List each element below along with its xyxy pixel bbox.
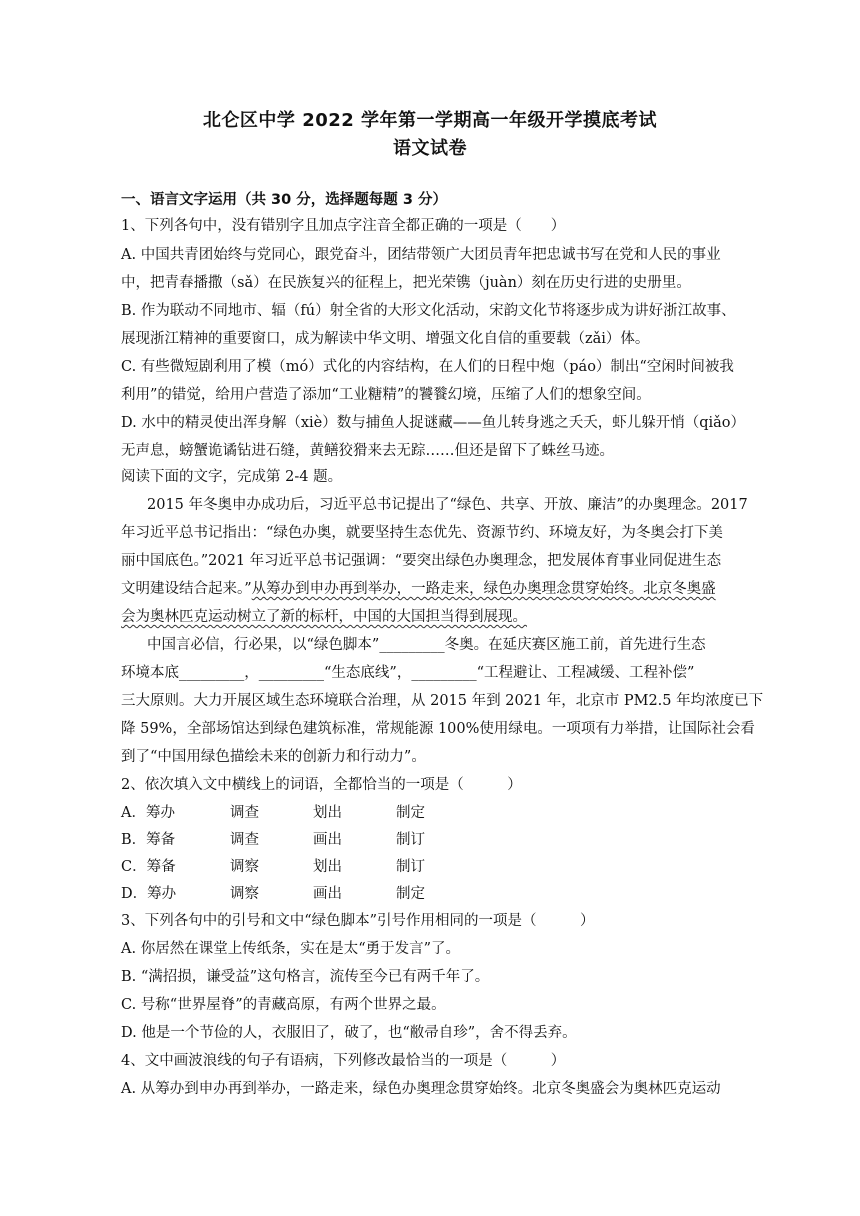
q1-option-d-line2: 无声息，螃蟹诡谲钻进石缝，黄鳝狡猾来去无踪……但还是留下了蛛丝马迹。 <box>121 443 614 459</box>
option-word: 划出 <box>313 805 342 821</box>
q1-option-c-line1: C. 有些微短剧利用了模（mó）式化的内容结构，在人们的日程中炮（páo）制出“空闲时间被我 <box>121 359 734 375</box>
option-word: 调察 <box>230 886 259 902</box>
q1-stem: 1、下列各句中，没有错别字且加点字注音全都正确的一项是（ ） <box>121 218 566 234</box>
passage-p1-line3: 丽中国底色。”2021 年习近平总书记强调：“要突出绿色办奥理念，把发展体育事业同促进生态 <box>121 553 722 569</box>
passage-p1-line1: 2015 年冬奥申办成功后，习近平总书记提出了“绿色、共享、开放、廉洁”的办奥理念。2017 <box>147 497 748 513</box>
q2-option-d <box>121 884 721 904</box>
exam-title: 北仑区中学 2022 学年第一学期高一年级开学摸底考试 <box>202 110 658 131</box>
q1-option-b-line1: B. 作为联动不同地市、辐（fú）射全省的大形文化活动，宋韵文化节将逐步成为讲好浙江故事、 <box>121 303 736 319</box>
option-word: B．筹备 <box>121 832 176 848</box>
q3-option-d: D. 他是一个节俭的人，衣服旧了，破了，也“敝帚自珍”，舍不得丢弃。 <box>121 1025 577 1041</box>
wavy-underlined-sentence-part1: 从筹办到申办再到举办，一路走来，绿色办奥理念贯穿始终。北京冬奥盛 <box>251 581 716 597</box>
option-word: 画出 <box>313 886 342 902</box>
q4-stem: 4、文中画波浪线的句子有语病，下列修改最恰当的一项是（ ） <box>121 1053 566 1069</box>
wavy-underlined-sentence-part2: 会为奥林匹克运动树立了新的标杆，中国的大国担当得到展现。 <box>121 609 527 625</box>
reading-intro: 阅读下面的文字，完成第 2-4 题。 <box>121 469 343 485</box>
option-word: 调察 <box>230 859 259 875</box>
q1-option-c-line2: 利用”的错觉，给用户营造了添加“工业糖精”的饕餮幻境，压缩了人们的想象空间。 <box>121 387 651 403</box>
q4-option-a: A. 从筹办到申办再到举办，一路走来，绿色办奥理念贯穿始终。北京冬奥盛会为奥林匹克运动 <box>121 1081 721 1097</box>
q1-option-a-line1: A. 中国共青团始终与党同心，跟党奋斗，团结带领广大团员青年把忠诚书写在党和人民的事业 <box>121 247 721 263</box>
q2-stem: 2、依次填入文中横线上的词语，全都恰当的一项是（ ） <box>121 777 522 793</box>
option-word: 制订 <box>396 859 425 875</box>
option-word: A．筹办 <box>121 805 175 821</box>
q2-option-b <box>121 830 721 850</box>
q2-option-a <box>121 803 721 823</box>
q3-option-b: B. “满招损，谦受益”这句格言，流传至今已有两千年了。 <box>121 969 490 985</box>
q1-option-b-line2: 展现浙江精神的重要窗口，成为解读中华文明、增强文化自信的重要载（zǎi）体。 <box>121 331 650 347</box>
passage-p2-line4: 降 59%，全部场馆达到绿色建筑标准，常规能源 100%使用绿电。一项项有力举措，让国际社会看 <box>121 721 755 737</box>
option-word: 调查 <box>230 805 259 821</box>
q2-option-c <box>121 857 721 877</box>
q3-option-a: A. 你居然在课堂上传纸条，实在是太“勇于发言”了。 <box>121 941 461 957</box>
q1-option-d-line1: D. 水中的精灵使出浑身解（xiè）数与捕鱼人捉谜藏——鱼儿转身逃之夭夭，虾儿躲开悄（qiǎo） <box>121 415 746 431</box>
passage-p1-line4-plain: 文明建设结合起来。” <box>121 581 252 597</box>
q3-stem: 3、下列各句中的引号和文中“绿色脚本”引号作用相同的一项是（ ） <box>121 913 595 929</box>
option-word: 划出 <box>313 859 342 875</box>
passage-p1-line5 <box>121 607 771 627</box>
passage-p2-line3: 三大原则。大力开展区域生态环境联合治理，从 2015 年到 2021 年，北京市 PM2.5 年均浓度已下 <box>121 693 764 709</box>
option-word: 画出 <box>313 832 342 848</box>
q1-option-a-line2: 中，把青春播撒（sǎ）在民族复兴的征程上，把光荣镌（juàn）刻在历史行进的史册里。 <box>121 275 691 291</box>
section-heading: 一、语言文字运用（共 30 分，选择题每题 3 分） <box>121 192 447 208</box>
option-word: 制订 <box>396 832 425 848</box>
option-word: 调查 <box>230 832 259 848</box>
exam-subtitle: 语文试卷 <box>393 138 467 159</box>
option-word: 制定 <box>396 805 425 821</box>
passage-p1-line2: 年习近平总书记指出：“绿色办奥，就要坚持生态优先、资源节约、环境友好，为冬奥会打下美 <box>121 525 723 541</box>
passage-p2-line2: 环境本底_________，_________“生态底线”，_________“工程避让、工程减缓、工程补偿” <box>121 665 695 681</box>
option-word: D．筹办 <box>121 886 177 902</box>
q3-option-c: C. 号称“世界屋脊”的青藏高原，有两个世界之最。 <box>121 997 446 1013</box>
passage-p2-line5: 到了“中国用绿色描绘未来的创新力和行动力”。 <box>121 749 426 765</box>
option-word: C．筹备 <box>121 859 176 875</box>
passage-p2-line1: 中国言必信，行必果，以“绿色脚本”_________冬奥。在延庆赛区施工前，首先进行生态 <box>147 637 706 653</box>
option-word: 制定 <box>396 886 425 902</box>
passage-p1-line4 <box>121 579 771 599</box>
